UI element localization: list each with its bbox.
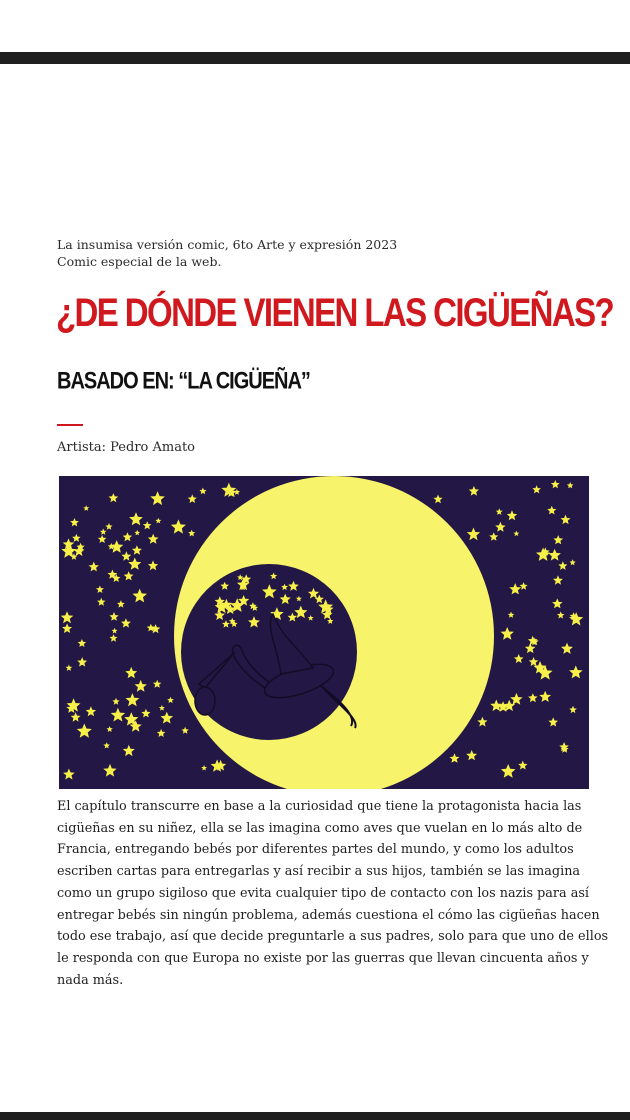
artist-credit: Artista: Pedro Amato (57, 440, 196, 455)
bottom-bar (0, 1112, 630, 1120)
top-bar (0, 52, 630, 64)
page-subtitle: BASADO EN: “LA CIGÜEÑA” (57, 368, 310, 395)
article-meta (57, 236, 397, 270)
baby-bundle (195, 687, 215, 715)
accent-divider (57, 424, 83, 426)
meta-line: La insumisa versión comic, 6to Arte y expresión 2023 (57, 237, 398, 252)
page-title: ¿DE DÓNDE VIENEN LAS CIGÜEÑAS? (56, 290, 614, 335)
comic-illustration (59, 476, 589, 789)
meta-line: Comic especial de la web. (57, 254, 222, 269)
article-body: El capítulo transcurre en base a la curiosidad que tiene la protagonista hacia las cigüeñas en su niñez, ella se las imagina como aves que vuelan en lo más alto de Francia, entregando bebés por diferentes partes del mundo, y como los adultos escriben cartas para entregarlas y así recibir a sus hijos, también se las imagina como un grupo sigiloso que evita cualquier tipo de contacto con los nazis para así entregar bebés sin ningún problema, además cuestiona el cómo las cigüeñas hacen todo ese trabajo, así que decide preguntarle a sus padres, solo para que uno de ellos le responda con que Europa no existe por las guerras que llevan cincuenta años y nada más. (57, 799, 609, 988)
